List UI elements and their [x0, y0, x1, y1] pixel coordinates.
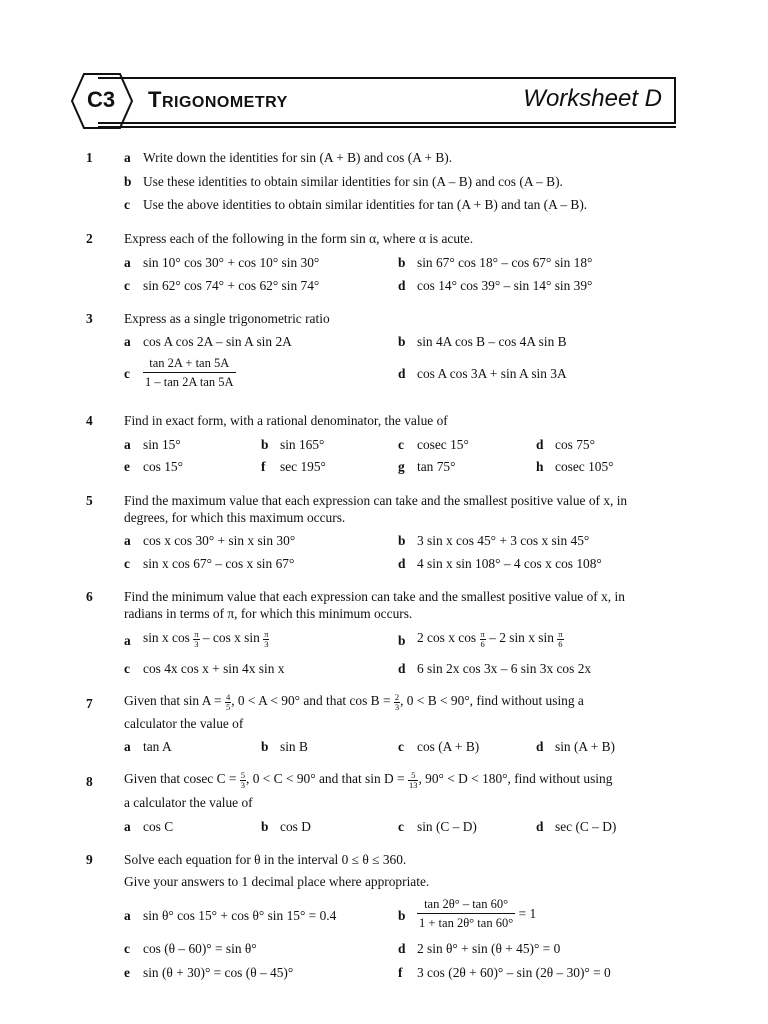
question-text: sin θ° cos 15° + cos θ° sin 15° = 0.4	[143, 908, 337, 923]
part-label: c	[398, 437, 404, 452]
equation-rhs: = 1	[518, 905, 537, 921]
question-number: 1	[86, 150, 93, 165]
question-text: cos x cos 30° + sin x sin 30°	[143, 533, 296, 548]
part-label: c	[124, 278, 130, 293]
question-number: 8	[86, 774, 93, 789]
question-text: cos A cos 2A – sin A sin 2A	[143, 334, 292, 349]
question-stem: Express as a single trigonometric ratio	[124, 311, 330, 326]
question-stem: Given that cosec C = $\frac{5}{3}$ , 0 < C < 90° and that sin D = $\frac{5}{13}$ , 90° < D < 180°, find without using	[124, 770, 613, 790]
question-stem: a calculator the value of	[124, 795, 253, 810]
question-stem: Find the minimum value that each expression can take and the smallest positive value of x, in	[124, 589, 625, 604]
part-label: c	[124, 661, 130, 676]
part-label: a	[124, 334, 131, 349]
question-text: 2 cos x cos $\frac{\pi}{6}$ – 2 sin x sin $\frac{\pi}{6}$	[417, 629, 563, 649]
question-stem: Find the maximum value that each expression can take and the smallest positive value of x, in	[124, 493, 628, 508]
part-label: e	[124, 459, 130, 474]
fraction-numerator: tan 2θ° – tan 60°	[417, 897, 515, 914]
question-stem: degrees, for which this maximum occurs.	[124, 510, 346, 525]
question-stem: Find in exact form, with a rational denominator, the value of	[124, 413, 448, 428]
question-text: tan 75°	[417, 459, 456, 474]
part-label: d	[536, 819, 544, 834]
part-label: d	[536, 437, 544, 452]
part-label: d	[398, 941, 406, 956]
question-number: 6	[86, 589, 93, 604]
question-text: tan A	[143, 739, 172, 754]
part-label: a	[124, 633, 131, 648]
question-text: sin 67° cos 18° – cos 67° sin 18°	[417, 255, 593, 270]
question-number: 7	[86, 696, 93, 711]
question-text: sin 15°	[143, 437, 181, 452]
question-stem: calculator the value of	[124, 716, 244, 731]
question-text: cos D	[280, 819, 311, 834]
fraction-numerator: tan 2A + tan 5A	[143, 356, 236, 373]
question-number: 3	[86, 311, 93, 326]
part-label: a	[124, 533, 131, 548]
question-number: 9	[86, 852, 93, 867]
question-text: sin (θ + 30)° = cos (θ – 45)°	[143, 965, 294, 980]
part-label: a	[124, 255, 131, 270]
part-label: a	[124, 150, 131, 165]
question-stem: Express each of the following in the form sin α, where α is acute.	[124, 231, 474, 246]
question-text: cos (A + B)	[417, 739, 480, 754]
question-text: cosec 15°	[417, 437, 469, 452]
part-label: a	[124, 437, 131, 452]
part-label: d	[398, 556, 406, 571]
part-label: b	[398, 533, 406, 548]
part-label: d	[536, 739, 544, 754]
part-label: c	[124, 197, 130, 212]
question-text: sin x cos 67° – cos x sin 67°	[143, 556, 295, 571]
part-label: f	[261, 459, 266, 474]
part-label: c	[398, 819, 404, 834]
part-label: b	[261, 739, 269, 754]
fraction-expression	[143, 356, 236, 390]
question-number: 2	[86, 231, 93, 246]
question-text: 3 cos (2θ + 60)° – sin (2θ – 30)° = 0	[417, 965, 611, 980]
question-text: 3 sin x cos 45° + 3 cos x sin 45°	[417, 533, 590, 548]
part-label: d	[398, 278, 406, 293]
question-stem: radians in terms of π, for which this minimum occurs.	[124, 606, 413, 621]
question-text: cos 75°	[555, 437, 595, 452]
question-text: sin 165°	[280, 437, 325, 452]
question-text: sin 4A cos B – cos 4A sin B	[417, 334, 567, 349]
question-number: 5	[86, 493, 93, 508]
part-label: c	[124, 941, 130, 956]
part-label: d	[398, 661, 406, 676]
part-label: c	[124, 556, 130, 571]
part-label: g	[398, 459, 405, 474]
question-text: sec 195°	[280, 459, 326, 474]
question-stem: Give your answers to 1 decimal place where appropriate.	[124, 874, 430, 889]
part-label: b	[398, 255, 406, 270]
question-text: sin 62° cos 74° + cos 62° sin 74°	[143, 278, 320, 293]
question-text: sin (A + B)	[555, 739, 616, 754]
question-text: cos 15°	[143, 459, 183, 474]
part-label: h	[536, 459, 544, 474]
question-text: cos (θ – 60)° = sin θ°	[143, 941, 257, 956]
fraction-denominator: 1 – tan 2A tan 5A	[145, 375, 234, 390]
question-text: sec (C – D)	[555, 819, 617, 834]
question-text: Use these identities to obtain similar identities for sin (A – B) and cos (A – B).	[143, 174, 563, 189]
question-text: sin 10° cos 30° + cos 10° sin 30°	[143, 255, 320, 270]
part-label: b	[124, 174, 132, 189]
question-text: 4 sin x sin 108° – 4 cos x cos 108°	[417, 556, 602, 571]
question-stem: Given that sin A = $\frac{4}{5}$ , 0 < A < 90° and that cos B = $\frac{2}{3}$ , 0 < B < 90°, find without using a	[124, 692, 584, 712]
worksheet-label: Worksheet D	[523, 85, 662, 112]
question-text: cos 4x cos x + sin 4x sin x	[143, 661, 285, 676]
question-text: 2 sin θ° + sin (θ + 45)° = 0	[417, 941, 561, 956]
question-text: cos A cos 3A + sin A sin 3A	[417, 366, 567, 381]
question-number: 4	[86, 413, 93, 428]
part-label: b	[398, 908, 406, 923]
question-text: sin (C – D)	[417, 819, 477, 834]
question-text: sin x cos $\frac{\pi}{3}$ – cos x sin $\frac{\pi}{3}$	[143, 629, 269, 649]
part-label: c	[398, 739, 404, 754]
question-text: Use the above identities to obtain similar identities for tan (A + B) and tan (A – B).	[143, 197, 588, 212]
part-label: b	[398, 334, 406, 349]
question-text: cos C	[143, 819, 174, 834]
question-text: Write down the identities for sin (A + B) and cos (A + B).	[143, 150, 453, 165]
part-label: c	[124, 366, 130, 381]
part-label: a	[124, 739, 131, 754]
question-text: cos 14° cos 39° – sin 14° sin 39°	[417, 278, 593, 293]
fraction-denominator: 1 + tan 2θ° tan 60°	[419, 916, 514, 931]
part-label: a	[124, 819, 131, 834]
part-label: d	[398, 366, 406, 381]
question-stem: Solve each equation for θ in the interval 0 ≤ θ ≤ 360.	[124, 852, 407, 867]
page-title: TRIGONOMETRY	[148, 87, 288, 112]
fraction-expression	[417, 897, 536, 931]
part-label: e	[124, 965, 130, 980]
question-text: cosec 105°	[555, 459, 614, 474]
section-code: C3	[87, 87, 116, 112]
part-label: f	[398, 965, 403, 980]
part-label: a	[124, 908, 131, 923]
part-label: b	[261, 437, 269, 452]
part-label: b	[261, 819, 269, 834]
part-label: b	[398, 633, 406, 648]
question-text: 6 sin 2x cos 3x – 6 sin 3x cos 2x	[417, 661, 592, 676]
question-text: sin B	[280, 739, 308, 754]
